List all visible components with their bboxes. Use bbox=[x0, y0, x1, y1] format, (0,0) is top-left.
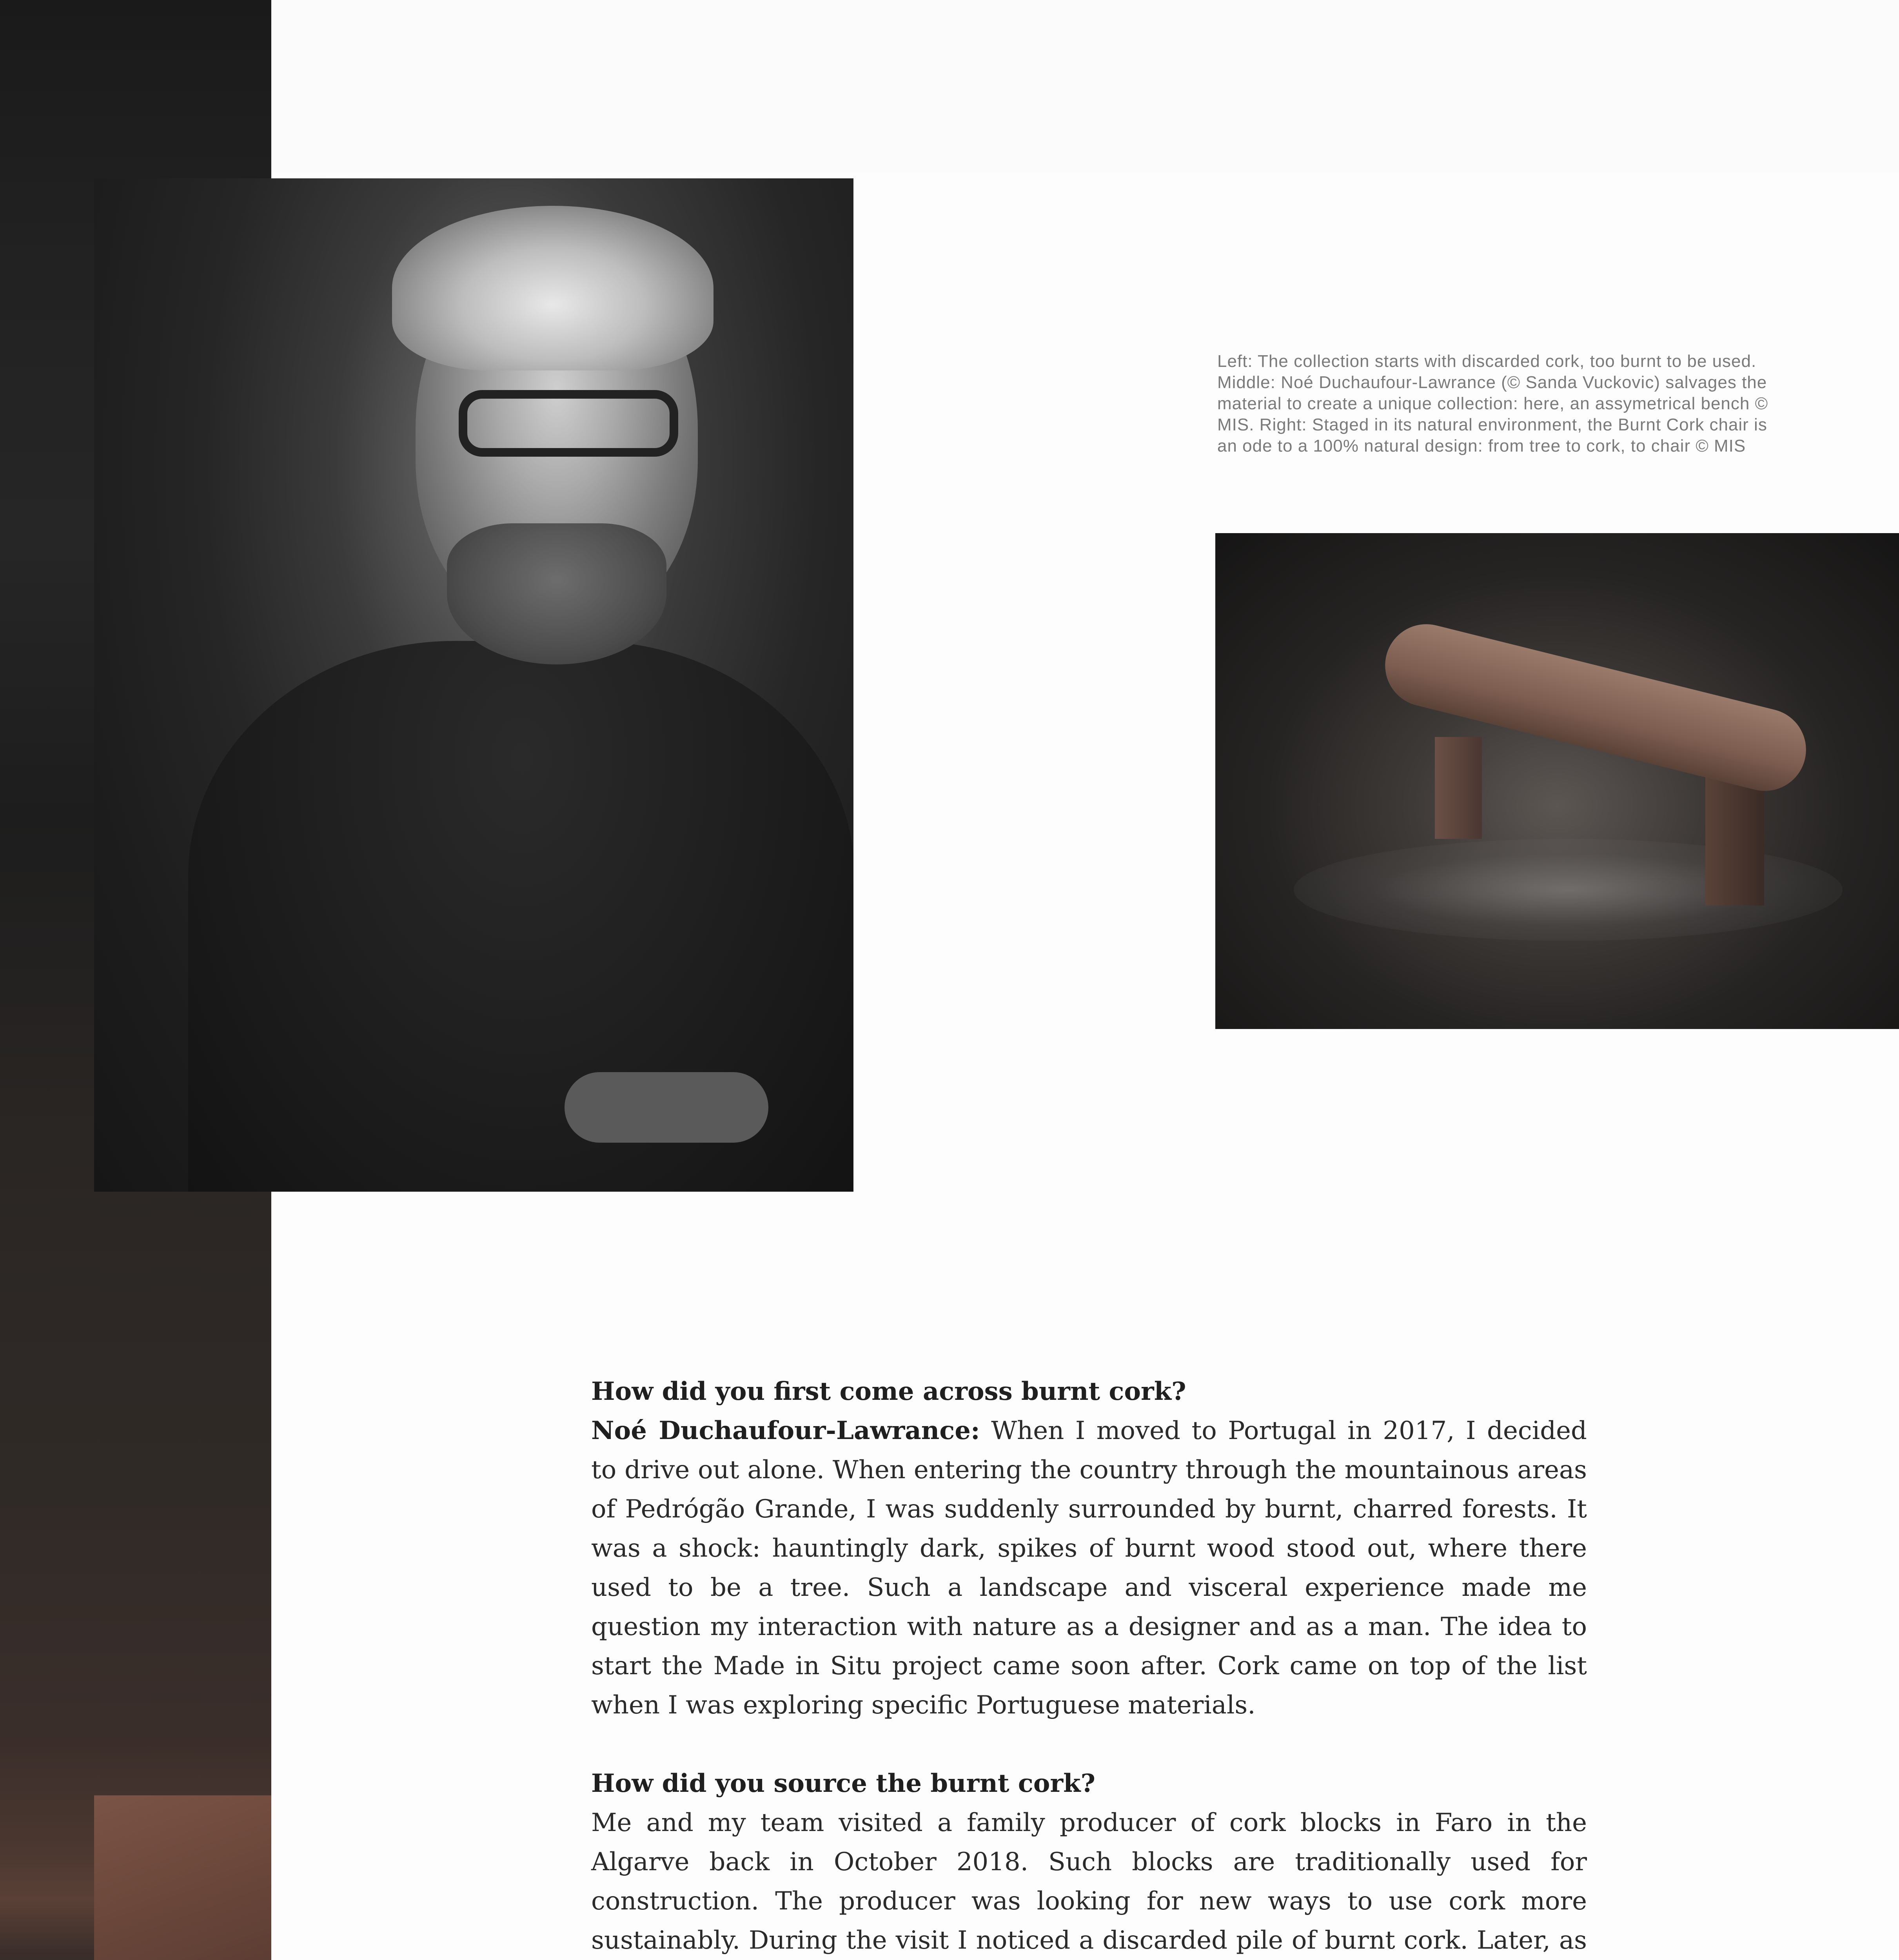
answer-text: When I moved to Portugal in 2017, I decided to drive out alone. When entering the country through the mountainous areas of Pedrógão Grande, I was suddenly surrounded by burnt, charred forests. It was a shock: hauntingly dark, spikes of burnt wood stood out, where there used to be a tree. Such a landscape and visceral experience made me question my interaction with nature as a designer and as a man. The idea to start the Made in Situ project came soon after. Cork came on top of the list when I was exploring specific Portuguese materials. bbox=[591, 1416, 1587, 1720]
bench-leg-left bbox=[1435, 737, 1482, 839]
bench-photo bbox=[1215, 533, 1899, 1029]
portrait-hand bbox=[565, 1072, 768, 1143]
photo-caption: Left: The collection starts with discarded cork, too burnt to be used. Middle: Noé Duchaufour-Lawrance (© Sanda Vuckovic) salvages the material to create a unique collection: here, an assymetrical bench © MIS. Right: Staged in its natural environment, the Burnt Cork chair is an ode to a 100% natural design: from tree to cork, to chair © MIS bbox=[1217, 352, 1768, 456]
speaker-name: Noé Duchaufour-Lawrance: bbox=[591, 1416, 980, 1445]
portrait-photo bbox=[94, 178, 853, 1192]
cork-block-upper bbox=[94, 1795, 271, 1960]
bench-leg-right bbox=[1705, 776, 1764, 906]
interview-section-2 bbox=[591, 1764, 1587, 1960]
portrait-glasses bbox=[459, 390, 678, 457]
question-heading: How did you source the burnt cork? bbox=[591, 1769, 1095, 1798]
question-heading: How did you first come across burnt cork? bbox=[591, 1377, 1186, 1406]
answer-text: Me and my team visited a family producer of cork blocks in Faro in the Algarve back in October 2018. Such blocks are traditionally used for construction. The producer was looking for new ways to use cork more sustainably. During the visit I noticed a discarded pile of burnt cork. Later, as bbox=[591, 1808, 1587, 1955]
answer-paragraph bbox=[591, 1803, 1587, 1960]
portrait-hair bbox=[392, 206, 713, 370]
answer-paragraph bbox=[591, 1411, 1587, 1725]
top-margin bbox=[271, 0, 1899, 172]
interview-section-1 bbox=[591, 1372, 1587, 1725]
interview-article bbox=[591, 1372, 1587, 1960]
portrait-beard bbox=[447, 523, 666, 664]
